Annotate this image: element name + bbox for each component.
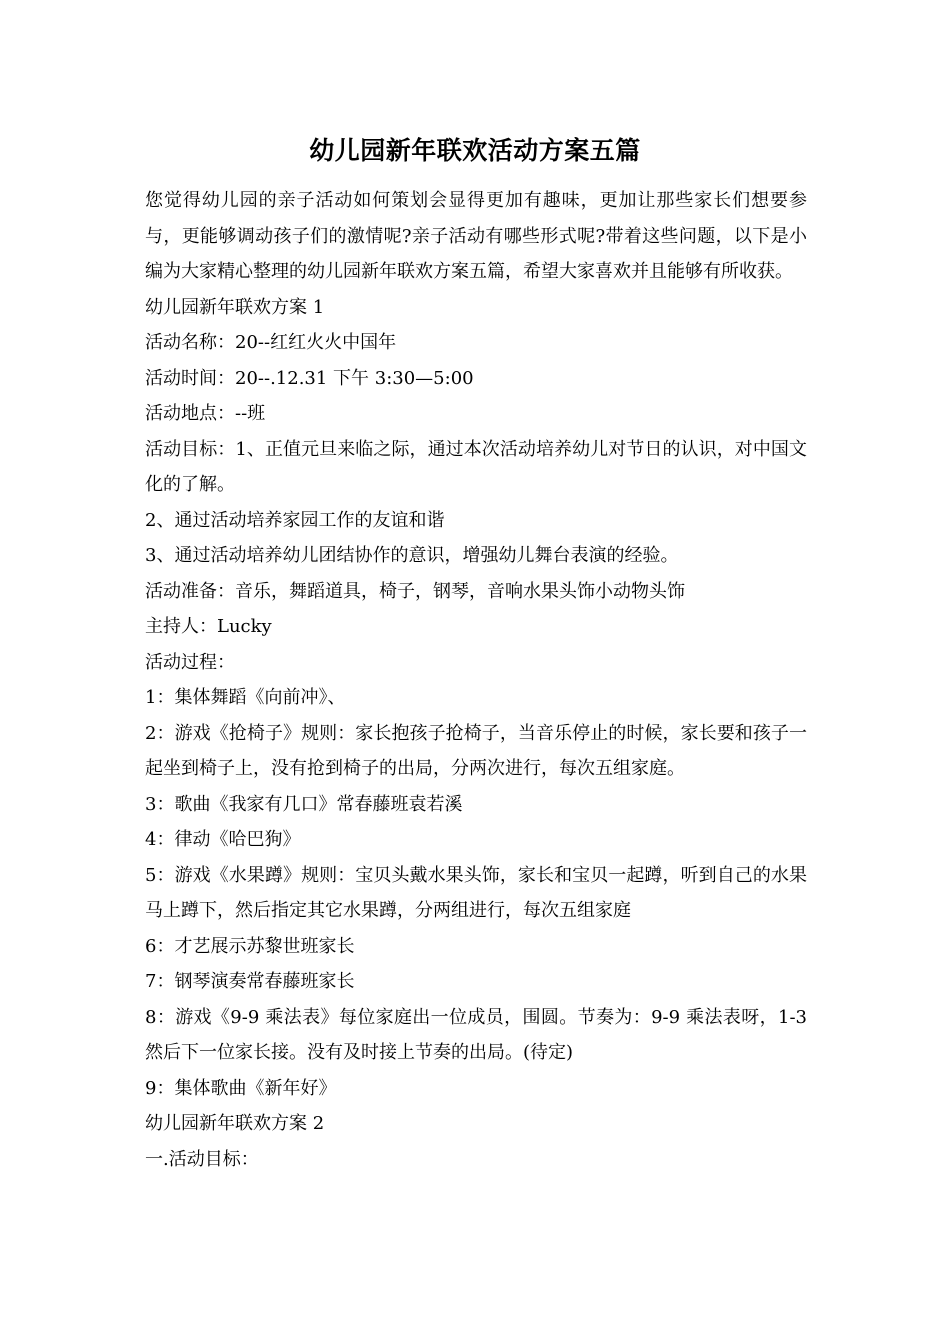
process-item-4: 4：律动《哈巴狗》 bbox=[145, 829, 301, 850]
process-item-6: 6：才艺展示苏黎世班家长 bbox=[145, 935, 355, 957]
document-body bbox=[145, 183, 807, 1177]
activity-goal-1: 活动目标：1、正值元旦来临之际，通过本次活动培养幼儿对节日的认识，对中国文化的了解。 bbox=[145, 438, 807, 495]
process-item-1: 1：集体舞蹈《向前冲》、 bbox=[145, 687, 346, 708]
process-item-3: 3：歌曲《我家有几口》常春藤班袁若溪 bbox=[145, 793, 463, 815]
activity-name: 活动名称：20--红红火火中国年 bbox=[145, 332, 397, 353]
process-item-9: 9：集体歌曲《新年好》 bbox=[145, 1077, 337, 1099]
process-item-8: 8：游戏《9-9 乘法表》每位家庭出一位成员，围圆。节奏为：9-9 乘法表呀，1-3 然后下一位家长接。没有及时接上节奏的出局。(待定) bbox=[145, 1006, 807, 1063]
process-item-7: 7：钢琴演奏常春藤班家长 bbox=[145, 971, 355, 992]
process-item-5: 5：游戏《水果蹲》规则：宝贝头戴水果头饰，家长和宝贝一起蹲，听到自己的水果马上蹲下，然后指定其它水果蹲，分两组进行，每次五组家庭 bbox=[145, 864, 807, 921]
activity-process-heading: 活动过程： bbox=[145, 651, 235, 673]
activity-goal-3: 3、通过活动培养幼儿团结协作的意识，增强幼儿舞台表演的经验。 bbox=[145, 545, 679, 566]
intro-paragraph: 您觉得幼儿园的亲子活动如何策划会显得更加有趣味，更加让那些家长们想要参与，更能够调动孩子们的激情呢?亲子活动有哪些形式呢?带着这些问题，以下是小编为大家精心整理的幼儿园新年联欢方案五篇，希望大家喜欢并且能够有所收获。 bbox=[145, 190, 807, 282]
plan-2-goal-heading: 一.活动目标： bbox=[145, 1148, 259, 1170]
section-heading-plan-1: 幼儿园新年联欢方案 1 bbox=[145, 296, 325, 318]
host: 主持人：Lucky bbox=[145, 616, 272, 637]
document-title: 幼儿园新年联欢活动方案五篇 bbox=[309, 136, 641, 165]
activity-time: 活动时间：20--.12.31 下午 3:30—5:00 bbox=[145, 367, 474, 389]
process-item-2: 2：游戏《抢椅子》规则：家长抱孩子抢椅子，当音乐停止的时候，家长要和孩子一起坐到椅子上，没有抢到椅子的出局，分两次进行，每次五组家庭。 bbox=[145, 722, 807, 779]
activity-preparation: 活动准备：音乐，舞蹈道具，椅子，钢琴，音响水果头饰小动物头饰 bbox=[145, 580, 685, 602]
activity-goal-2: 2、通过活动培养家园工作的友谊和谐 bbox=[145, 509, 445, 531]
section-heading-plan-2: 幼儿园新年联欢方案 2 bbox=[145, 1113, 325, 1134]
activity-location: 活动地点：--班 bbox=[145, 403, 266, 424]
